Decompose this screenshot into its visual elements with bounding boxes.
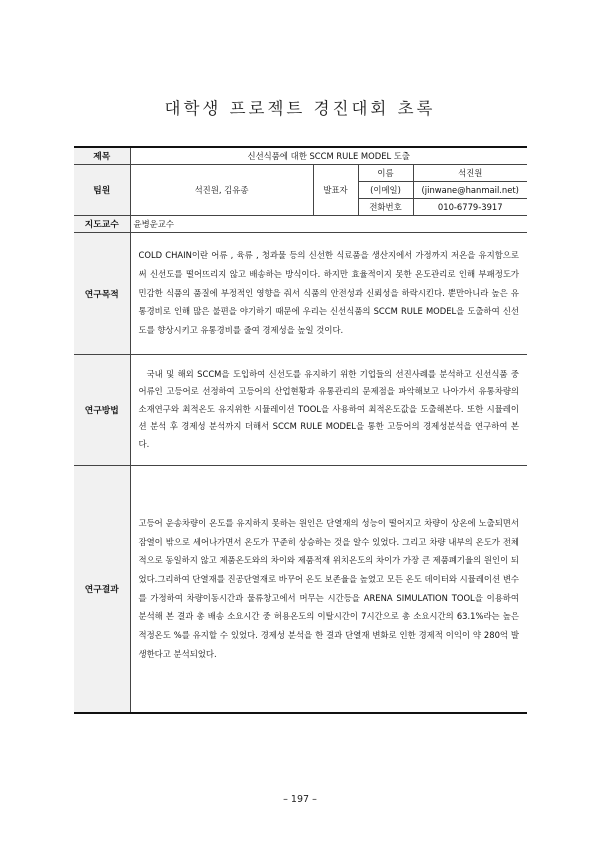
purpose-label: 연구목적 [74,232,130,354]
purpose-row [74,232,527,354]
presenter-name-label: 이름 [358,164,413,181]
advisor-label: 지도교수 [74,215,130,232]
subject-label: 제목 [74,147,130,164]
result-row [74,465,527,713]
team-value: 석진원, 김유종 [130,164,313,215]
purpose-text: COLD CHAIN이란 어류 , 육류 , 청과물 등의 신선한 식료품을 생산지에서 가정까지 저온을 유지함으로써 신선도를 떨어뜨리지 않고 배송하는 방식이다. 하지만 효율적이지 못한 온도관리로 인해 부패정도가 민감한 식품의 품질에 부정적인 영향을 줘서 식품의 안전성과 신뢰성을 하락시킨다. 뿐만아니라 높은 유통경비로 인해 많은 불편을 야기하기 때문에 우리는 신선식품의 SCCM RULE MODEL을 도출하여 신선도를 향상시키고 유통경비를 줄여 경제성을 높일 것이다. [130,232,527,354]
advisor-value: 윤병운교수 [130,215,527,232]
presenter-label: 발표자 [313,164,358,215]
advisor-row [74,215,527,232]
team-label: 팀원 [74,164,130,215]
team-row [74,164,527,181]
result-text: 고등어 운송차량이 온도를 유지하지 못하는 원인은 단열재의 성능이 떨어지고 차량이 상온에 노출되면서 잠열이 밖으로 세어나가면서 온도가 꾸준히 상승하는 것을 알수 있었다. 그리고 차량 내부의 온도가 전체적으로 동일하지 않고 제품온도와의 차이와 제품적재 위치온도의 차이가 가장 큰 제품폐기율의 원인이 되었다.그리하여 단열재를 진공단열재로 바꾸어 온도 보존율을 높였고 모든 온도 데이터와 시뮬레이션 변수를 가정하여 차량이동시간과 물류창고에서 머무는 시간등을 ARENA SIMULATION TOOL을 이용하여 분석해 본 결과 총 배송 소요시간 중 허용온도의 이탈시간이 7시간으로 총 소요시간의 63.1%라는 높은 적정온도 %를 유지할 수 있었다. 경제성 분석을 한 결과 단열재 변화로 인한 경제적 이익이 약 280억 발생한다고 분석되었다. [130,465,527,713]
presenter-name-value: 석진원 [413,164,527,181]
method-row [74,354,527,465]
result-label: 연구결과 [74,465,130,713]
presenter-phone-label: 전화번호 [358,198,413,215]
presenter-phone-value: 010-6779-3917 [413,198,527,215]
presenter-email-value: (jinwane@hanmail.net) [413,181,527,198]
subject-value: 신선식품에 대한 SCCM RULE MODEL 도출 [130,147,527,164]
page-title: 대학생 프로젝트 경진대회 초록 [164,99,436,118]
abstract-table [74,146,527,714]
presenter-email-label: (이메일) [358,181,413,198]
method-label: 연구방법 [74,354,130,465]
method-text: 국내 및 해외 SCCM을 도입하여 신선도를 유지하기 위한 기업들의 선진사례를 분석하고 신선식품 중 어류인 고등어로 선정하여 고등어의 산업현황과 유통관리의 문제점을 파악해보고 나아가서 유통차량의 소재연구와 최적온도 유지위한 시뮬레이션 TOOL을 사용하여 최적온도값을 도출해본다. 또한 시뮬레이션 분석 후 경제성 분석까지 더해서 SCCM RULE MODEL을 통한 고등어의 경제성분석을 연구하여 본다. [130,354,527,465]
page-number: – 197 – [283,794,317,805]
subject-row [74,147,527,164]
